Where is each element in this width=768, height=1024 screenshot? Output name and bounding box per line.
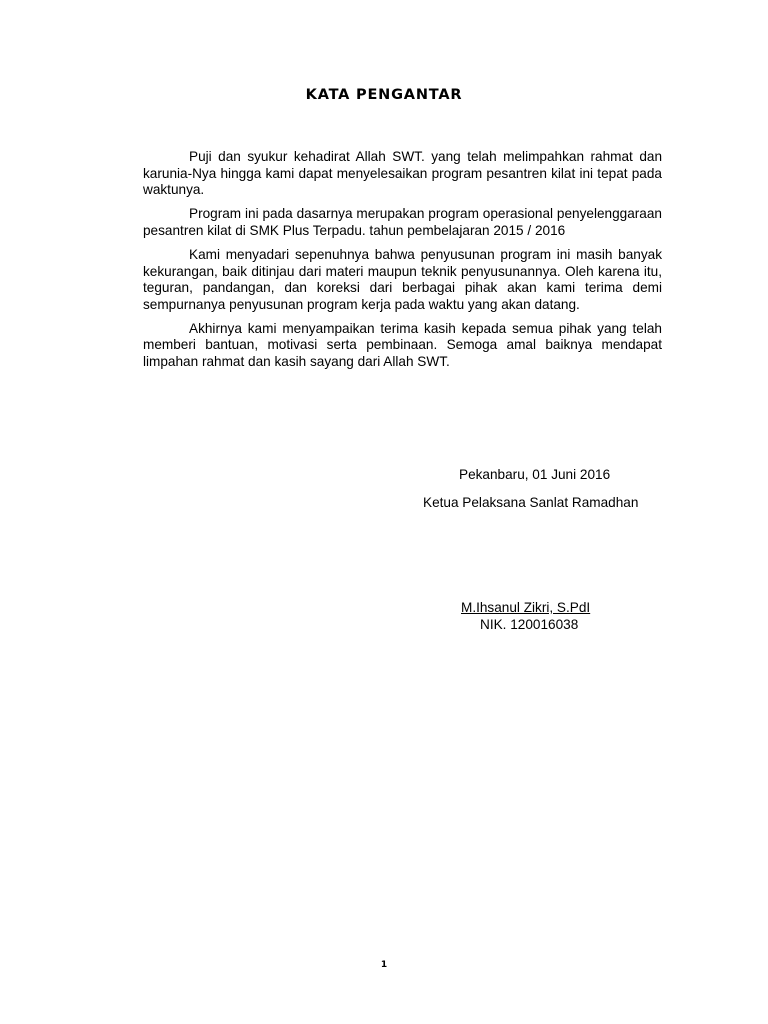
paragraph-opening: Puji dan syukur kehadirat Allah SWT. yang telah melimpahkan rahmat dan karunia-Nya hingga kami dapat menyelesaikan program pesantren kilat ini tepat pada waktunya. bbox=[143, 149, 662, 198]
document-body bbox=[143, 149, 662, 378]
paragraph-program: Program ini pada dasarnya merupakan program operasional penyelenggaraan pesantren kilat di SMK Plus Terpadu. tahun pembelajaran 2015 / 2016 bbox=[143, 206, 662, 238]
paragraph-closing: Akhirnya kami menyampaikan terima kasih kepada semua pihak yang telah memberi bantuan, motivasi serta pembinaan. Semoga amal baiknya mendapat limpahan rahmat dan kasih sayang dari Allah SWT. bbox=[143, 320, 662, 370]
page-title: KATA PENGANTAR bbox=[305, 87, 463, 103]
paragraph-apology: Kami menyadari sepenuhnya bahwa penyusunan program ini masih banyak kekurangan, baik ditinjau dari materi maupun teknik penyusunannya. Oleh karena itu, teguran, pandangan, dan koreksi dari berbagai pihak akan kami terima demi sempurnanya penyusunan program kerja pada waktu yang akan datang. bbox=[143, 246, 662, 312]
page-number: 1 bbox=[380, 960, 388, 970]
signature-role: Ketua Pelaksana Sanlat Ramadhan bbox=[423, 495, 639, 510]
signature-name: M.Ihsanul Zikri, S.PdI bbox=[461, 600, 591, 615]
signature-nik: NIK. 120016038 bbox=[480, 617, 579, 632]
signature-place-date: Pekanbaru, 01 Juni 2016 bbox=[459, 467, 611, 482]
